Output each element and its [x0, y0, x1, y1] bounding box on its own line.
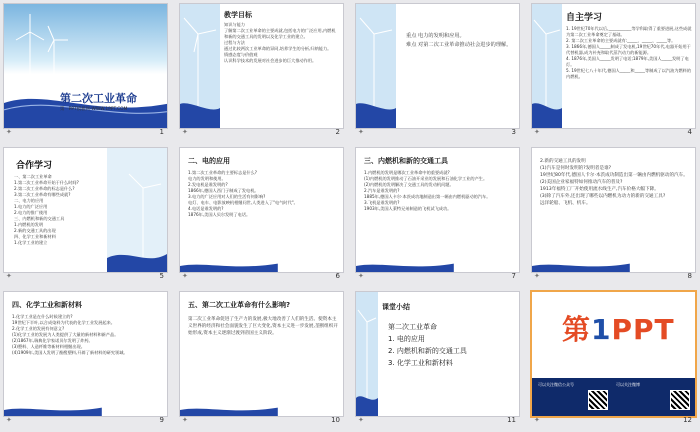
- slide-number: 8: [687, 272, 692, 280]
- slide-10-body: 第二次工业革命促进了生产力的发展,极大地改善了人们的生活。使资本主义世界的经济和社会面貌发生了巨大变化,资本主义进一步发展,垄断组织开始形成,资本主义逐渐过渡到帝国主义阶段。: [188, 317, 338, 336]
- slide-number: 7: [511, 272, 516, 280]
- qr-left-caption: 可以关注微信公众号: [538, 382, 574, 387]
- slide-thumb-5[interactable]: [4, 148, 167, 280]
- slide-2-body: 知识与能力 了解第二次工业革命的主要成就,包括电力的广泛应用,内燃机和新的交通工具的发明以及化学工业的建立。 过程与方法 通过比较两次工业革命的异同,培养学生的分析,归纳能力。 情感态度与价值观 认识科学技术的发展对社会进步的巨大推动作用。: [224, 22, 336, 63]
- slide-thumb-1[interactable]: [4, 4, 167, 136]
- slide-thumb-11[interactable]: [356, 292, 519, 424]
- slide-thumb-4[interactable]: [532, 4, 695, 136]
- transition-icon: ✦: [534, 416, 540, 424]
- slide-7-body: 1.内燃机的发明是哪次工业革命中的重要成就? (1)内燃机的发明推动了石油开采业的发展和石油化学工业的产生。 (2)内燃机的发明解决了交通工具的发动机问题。 2.汽车是谁发明的? 1885年,德国人卡尔·本茨成功地制造出第一辆由内燃机驱动的汽车。 3.飞机是谁发明的? 1903年,美国人莱特兄弟制造的飞机试飞成功。: [364, 170, 491, 211]
- slide-3-canvas: [356, 4, 519, 128]
- slide-11-item-3: 3. 化学工业和新材料: [388, 359, 453, 367]
- slide-8-canvas: [532, 148, 695, 272]
- transition-icon: ✦: [6, 128, 12, 136]
- slide-11-item-1: 1. 电的应用: [388, 335, 425, 343]
- slide-7-canvas: [356, 148, 519, 272]
- transition-icon: ✦: [182, 416, 188, 424]
- wind-turbine-icon: [356, 292, 378, 416]
- slide-number: 10: [331, 416, 340, 424]
- qr-code-icon: [588, 390, 608, 410]
- slide-thumb-9[interactable]: [4, 292, 167, 424]
- wind-turbine-icon: [180, 4, 220, 128]
- slide-number: 9: [159, 416, 164, 424]
- qr-code-icon: [670, 390, 690, 410]
- transition-icon: ✦: [182, 272, 188, 280]
- transition-icon: ✦: [358, 128, 364, 136]
- slide-number: 12: [683, 416, 692, 424]
- slide-4-body: 1. 19世纪70年代以后,___________等学科取得了重要进展,这些成就为第二次工业革命奠定了基础。 2. 第二次工业革命的主要成就有:_____、_____、_____等。 3. 1866年,德国人_____制成了发电机,19世纪70年代,电器开始用于代替机器,成为补充和取代蒸汽动力的新能源。 4. 1876年,美国人_____发明了电话;1879年,美国人_____发明了电灯。 5. 19世纪七八十年代,德国人_____和_____等制成了以汽油为燃料的内燃机。: [566, 26, 692, 79]
- footer-panel: [532, 378, 695, 416]
- slide-number: 1: [159, 128, 164, 136]
- slide-thumb-8[interactable]: [532, 148, 695, 280]
- slide-5-body: 一、第二次工业革命 1.第二次工业革命开始于什么时间? 2.第二次工业革命的标志是什么? 3.第二次工业革命有哪些成就? 二、电力的应用 1.电力的广泛应用 2.电力的推广使用 三、内燃机和新的交通工具 1.内燃机的发明 2.新的交通工具的出现 四、化学工业和新材料 1.化学工业的建立: [14, 174, 79, 245]
- slide-thumb-10[interactable]: [180, 292, 343, 424]
- slide-number: 5: [159, 272, 164, 280]
- slide-number: 4: [687, 128, 692, 136]
- transition-icon: ✦: [358, 416, 364, 424]
- wind-turbine-icon: [356, 4, 396, 128]
- slide-5-heading: 合作学习: [16, 161, 53, 171]
- slide-9-canvas: [4, 292, 167, 416]
- qr-right-caption: 可以关注微博: [616, 382, 640, 387]
- slide-11-item-2: 2. 内燃机和新的交通工具: [388, 347, 467, 355]
- slide-8-body: 2.新的交通工具的发明 (1)汽车是何时发明的?发明者是谁? 19世纪80年代,德国人卡尔·本茨成功制造出第一辆由内燃机驱动的汽车。 (2)美国企业家福特如何推动汽车的普及? 1913年福特工厂开始使用流水线生产,汽车价格大幅下降。 (3)除了汽车外,还出现了哪些以内燃机为动力的新的交通工具? 远洋轮船、飞机、机车。: [540, 159, 688, 206]
- slide-6-heading: 二、电的应用: [188, 157, 230, 165]
- slide-number: 3: [511, 128, 516, 136]
- slide-11-heading: 课堂小结: [382, 303, 410, 311]
- slide-9-body: 1.化学工业是在什么时候建立的? 19世纪下半叶,以合成染料为代表的化学工业发展起来。 2.化学工业的发展有何意义? (1)化学工业的发展为人类提供了大量的新材料和新产品。 (2)1867年,瑞典化学家诺贝尔发明了炸药。 (3)塑料、人造纤维等新材料相继出现。 (4)1909年,美国人发明了酚醛塑料,开辟了新材料的研究领域。: [12, 314, 128, 355]
- slide-9-heading: 四、化学工业和新材料: [12, 301, 82, 309]
- slide-5-canvas: [4, 148, 167, 272]
- slide-thumb-12[interactable]: [532, 292, 695, 424]
- slide-7-heading: 三、内燃机和新的交通工具: [364, 157, 448, 165]
- transition-icon: ✦: [534, 272, 540, 280]
- slide-thumb-6[interactable]: [180, 148, 343, 280]
- transition-icon: ✦: [534, 128, 540, 136]
- slide-sorter-grid: [4, 4, 696, 428]
- slide-1-canvas: [4, 4, 167, 128]
- transition-icon: ✦: [182, 128, 188, 136]
- slide-10-heading: 五、第二次工业革命有什么影响?: [188, 301, 291, 309]
- transition-icon: ✦: [6, 416, 12, 424]
- transition-icon: ✦: [358, 272, 364, 280]
- slide-4-canvas: [532, 4, 695, 128]
- wind-turbine-icon: [532, 4, 562, 128]
- slide-3-line-2: 难点 对第二次工业革命推动社会进步的理解。: [406, 42, 512, 48]
- slide-10-canvas: [180, 292, 343, 416]
- slide-11-item-0: 第二次工业革命: [388, 323, 437, 331]
- slide-2-canvas: [180, 4, 343, 128]
- slide-1-title: 第二次工业革命: [60, 92, 137, 105]
- slide-1-subtitle: 第一PPT模板网-WWW.1PPT.COM: [60, 107, 128, 112]
- transition-icon: ✦: [6, 272, 12, 280]
- wind-turbine-icon: [12, 10, 72, 80]
- slide-3-line-1: 重点 电力的发明和应用。: [406, 33, 465, 39]
- slide-number: 6: [335, 272, 340, 280]
- slide-11-canvas: [356, 292, 519, 416]
- slide-12-canvas: [532, 292, 695, 416]
- slide-number: 11: [507, 416, 516, 424]
- slide-thumb-7[interactable]: [356, 148, 519, 280]
- slide-4-heading: 自主学习: [566, 13, 603, 23]
- slide-thumb-3[interactable]: [356, 4, 519, 136]
- slide-6-body: 1.第二次工业革命的主要标志是什么? 电力的发明和使用。 2.发电机是谁发明的? 1866年,德国人西门子制成了发电机。 3.电力的广泛应用对人们的生活有何影响? 电灯、电车、电影放映机相继问世,人类进入了"电气时代"。 4.电话是谁发明的? 1876年,美国人贝尔发明了电话。: [188, 170, 298, 217]
- slide-6-canvas: [180, 148, 343, 272]
- slide-thumb-2[interactable]: [180, 4, 343, 136]
- slide-2-heading: 教学目标: [224, 11, 252, 19]
- slide-number: 2: [335, 128, 340, 136]
- ppt-logo: 第1PPT: [562, 313, 675, 346]
